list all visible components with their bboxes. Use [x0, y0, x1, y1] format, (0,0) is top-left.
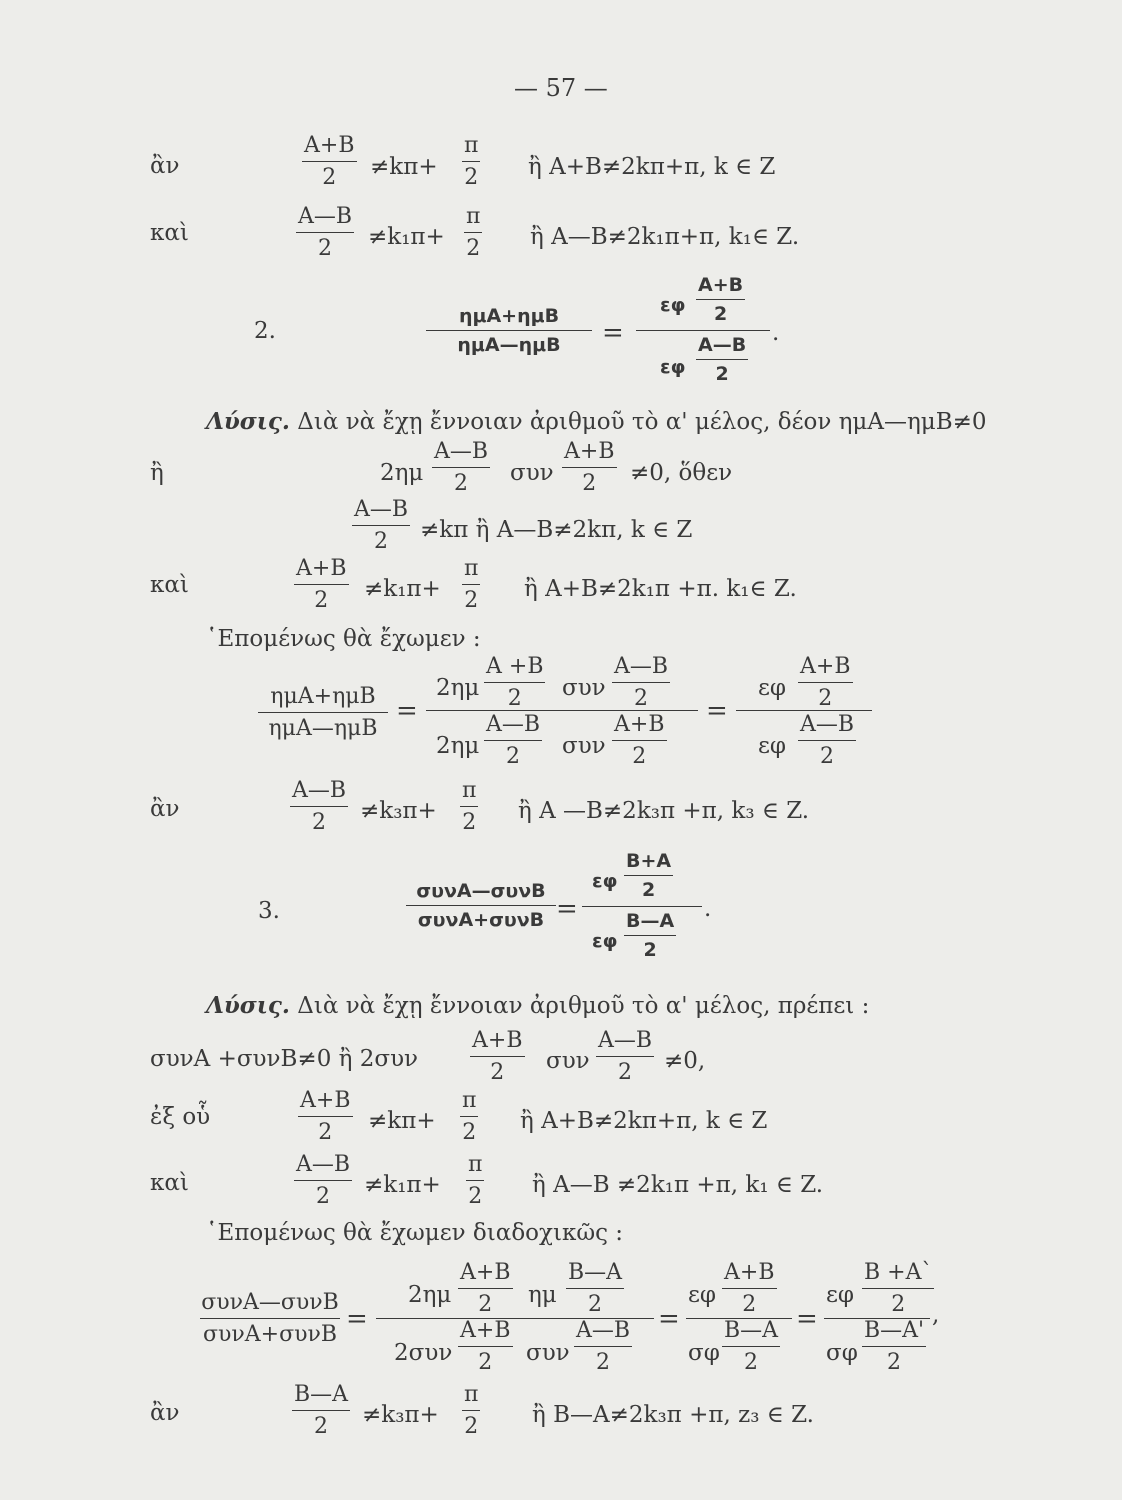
fraction: A—B 2 — [354, 497, 409, 554]
fraction-bar — [636, 330, 770, 331]
expr: ἢ B—A≠2k₃π +π, z₃ ∈ Z. — [532, 1402, 814, 1428]
word-kai: καὶ — [150, 1170, 189, 1196]
equals-sign: = — [706, 696, 728, 726]
fraction: B—A 2 — [294, 1382, 349, 1439]
expr: ημ — [528, 1282, 557, 1308]
word-kai: καὶ — [150, 220, 189, 246]
page-number: — 57 — — [514, 74, 608, 102]
expr: ≠0, ὅθεν — [630, 460, 733, 486]
word-an: ἂν — [150, 153, 180, 179]
fraction: A—B 2 — [296, 1152, 351, 1209]
fraction-bar — [582, 906, 702, 907]
fraction: A—B 2 — [698, 334, 747, 385]
fraction: π 2 — [462, 778, 477, 835]
expr: 2συν — [394, 1340, 453, 1366]
fraction: B—A 2 — [724, 1318, 779, 1375]
fraction: A+B 2 — [460, 1318, 511, 1375]
fraction: συνA—συνB συνA+συνB — [201, 1290, 339, 1347]
expr: ἢ A —B≠2k₃π +π, k₃ ∈ Z. — [518, 798, 810, 824]
fraction: A+B 2 — [614, 712, 665, 769]
expr: ≠k₁π+ — [364, 576, 441, 602]
equals-sign: = — [346, 1304, 368, 1334]
expr: ≠kπ+ — [368, 1108, 436, 1134]
fraction: συνA—συνB συνA+συνB — [406, 882, 556, 930]
solution-label: Λύσις. — [206, 408, 290, 435]
solution-text: Διὰ νὰ ἔχῃ ἔννοιαν ἀριθμοῦ τὸ α' μέλος, δέον ημA—ημB≠0 — [289, 409, 987, 435]
expr: . — [772, 320, 780, 346]
equals-sign: = — [658, 1304, 680, 1334]
expr: εφ — [758, 675, 787, 701]
fraction: π 2 — [464, 1382, 479, 1439]
fraction: A—B 2 — [576, 1318, 631, 1375]
fraction-bar — [736, 710, 872, 711]
equals-sign: = — [396, 696, 418, 726]
expr: συν — [526, 1340, 570, 1366]
fraction: A+B 2 — [800, 654, 851, 711]
fraction: π 2 — [462, 1088, 477, 1145]
solution-text: Διὰ νὰ ἔχῃ ἔννοιαν ἀριθμοῦ τὸ α' μέλος, πρέπει : — [289, 993, 870, 1019]
text-line: ῾Επομένως θὰ ἔχωμεν διαδοχικῶς : — [206, 1220, 624, 1246]
fraction: B—A 2 — [626, 910, 675, 961]
expr: ≠k₃π+ — [360, 798, 437, 824]
fraction: A+B 2 — [724, 1260, 775, 1317]
expr: . — [704, 896, 712, 922]
expr: 2ημ — [436, 733, 480, 759]
fraction: ημA+ημB ημA—ημB — [258, 686, 388, 740]
expr: ≠0, — [664, 1048, 706, 1074]
fraction: B—A' 2 — [864, 1318, 925, 1375]
expr: εφ — [660, 356, 686, 378]
fraction: A+B 2 — [296, 556, 347, 613]
expr: σφ — [688, 1340, 720, 1366]
expr: ἢ A+B≠2kπ+π, k ∈ Z — [520, 1108, 768, 1134]
fraction-bar — [426, 710, 698, 711]
solution-label: Λύσις. — [206, 992, 290, 1019]
fraction: A+B 2 — [460, 1260, 511, 1317]
fraction: A—B 2 — [486, 712, 541, 769]
expr: , — [932, 1302, 940, 1328]
expr: 2ημ — [408, 1282, 452, 1308]
word-kai: καὶ — [150, 572, 189, 598]
expr: ἢ A+B≠2k₁π +π. k₁∈ Z. — [524, 576, 797, 602]
fraction: π 2 — [468, 1152, 483, 1209]
fraction: A+B 2 — [472, 1028, 523, 1085]
expr: εφ — [592, 930, 618, 952]
expr: ≠k₃π+ — [362, 1402, 439, 1428]
expr: ≠k₁π+ — [364, 1172, 441, 1198]
fraction: π 2 — [464, 133, 479, 190]
expr: 2ημ — [380, 460, 424, 486]
fraction: ημA+ημB ημA—ημB — [426, 307, 592, 355]
exercise-number: 3. — [258, 898, 280, 924]
equals-sign: = — [556, 894, 578, 924]
fraction: A—B 2 — [298, 204, 353, 261]
expr: συν — [562, 733, 606, 759]
fraction: A—B 2 — [292, 778, 347, 835]
fraction: A—B 2 — [434, 439, 489, 496]
equals-sign: = — [602, 318, 624, 348]
fraction: A+B 2 — [698, 274, 744, 325]
fraction: π 2 — [464, 556, 479, 613]
expr: συνA +συνB≠0 ἢ 2συν — [150, 1046, 419, 1072]
fraction: π 2 — [466, 204, 481, 261]
expr: σφ — [826, 1340, 858, 1366]
fraction: A—B 2 — [598, 1028, 653, 1085]
solution-line — [206, 994, 869, 1018]
expr: συν — [510, 460, 554, 486]
expr: ≠kπ ἢ A—B≠2kπ, k ∈ Z — [420, 517, 693, 543]
fraction: A—B 2 — [800, 712, 855, 769]
expr: ἢ A+B≠2kπ+π, k ∈ Z — [528, 154, 776, 180]
expr: συν — [546, 1048, 590, 1074]
fraction: A+B 2 — [564, 439, 615, 496]
fraction: B+A 2 — [626, 850, 672, 901]
fraction: B—A 2 — [568, 1260, 623, 1317]
fraction: A+B 2 — [300, 1088, 351, 1145]
expr: εφ — [688, 1282, 717, 1308]
expr: εφ — [826, 1282, 855, 1308]
fraction: A +B 2 — [486, 654, 544, 711]
equals-sign: = — [796, 1304, 818, 1334]
expr: 2ημ — [436, 675, 480, 701]
word-an: ἂν — [150, 796, 180, 822]
expr: ἢ A—B≠2k₁π+π, k₁∈ Z. — [530, 224, 800, 250]
exercise-number: 2. — [254, 318, 276, 344]
expr: συν — [562, 675, 606, 701]
expr: ≠k₁π+ — [368, 224, 445, 250]
fraction: B +A` 2 — [864, 1260, 933, 1317]
fraction: A+B 2 — [304, 133, 355, 190]
expr: ≠kπ+ — [370, 154, 438, 180]
expr: ἢ A—B ≠2k₁π +π, k₁ ∈ Z. — [532, 1172, 824, 1198]
word-an: ἂν — [150, 1400, 180, 1426]
fraction: A—B 2 — [614, 654, 669, 711]
word-i: ἢ — [150, 460, 164, 486]
expr: εφ — [592, 870, 618, 892]
solution-line — [206, 410, 987, 434]
text-line: ῾Επομένως θὰ ἔχωμεν : — [206, 626, 481, 652]
word-ex-ou: ἐξ οὗ — [150, 1104, 211, 1130]
expr: εφ — [758, 733, 787, 759]
expr: εφ — [660, 294, 686, 316]
